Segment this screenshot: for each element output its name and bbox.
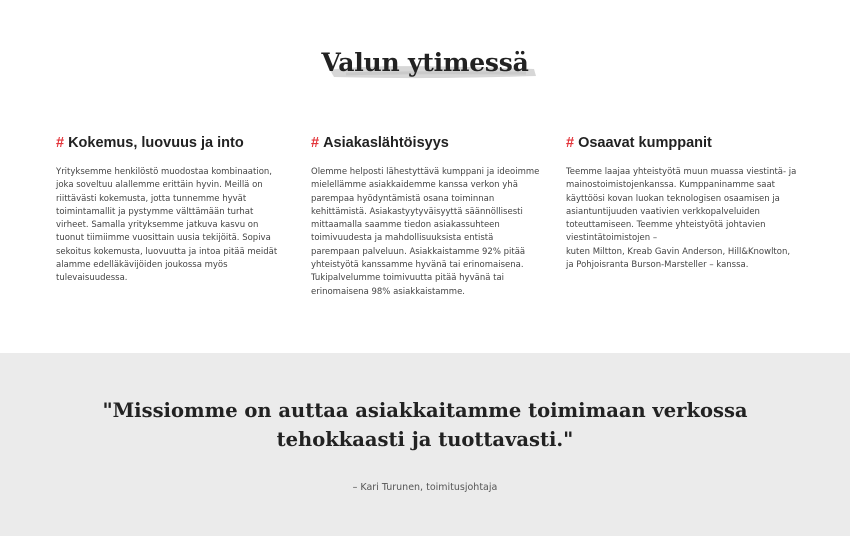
feature-column-customer-focus (311, 134, 543, 299)
feature-column-partners (566, 134, 798, 272)
feature-heading (311, 134, 543, 152)
feature-heading-label: Asiakaslähtöisyys (323, 135, 449, 151)
hero-section (0, 48, 850, 77)
hash-icon: # (311, 135, 320, 151)
feature-text: Yrityksemme henkilöstö muodostaa kombinaation, joka soveltuu alallemme erittäin hyvin. Meillä on riittävästi kokemusta, jotta tunnemme hyvät toimintamallit ja pystymme välttämään turhat virheet. Samalla yrityksemme jatkuva kasvu on tuonut tiimiimme vuosittain uusia tekijöitä. Sopiva sekoitus kokemusta, luovuutta ja intoa pitää meidät alamme edelläkävijöiden joukossa myös tulevaisuudessa. (56, 167, 278, 284)
feature-text: Teemme laajaa yhteistyötä muun muassa viestintä- ja mainostoimistojenkanssa. Kumppaninamme saat käyttöösi kovan luokan teknologisen osaamisen ja asiantuntijuuden vaativien verkkopalveluiden toteuttamiseen. Teemme yhteistyötä johtavien viestintätoimistojen – kuten Miltton, Kreab Gavin Anderson, Hill&Knowlton, ja Pohjoisranta Burson-Marsteller – kanssa. (566, 167, 797, 271)
feature-heading-label: Osaavat kumppanit (578, 135, 712, 151)
feature-heading (566, 134, 798, 152)
quote-section (0, 353, 850, 536)
hash-icon: # (56, 135, 65, 151)
feature-text: Olemme helposti lähestyttävä kumppani ja ideoimme mielellämme asiakkaidemme kanssa verkon yhä parempaa hyödyntämistä osana toiminnan kehittämistä. Asiakastyytyväisyyttä säännöllisesti mittaamalla saamme tiedon asiakassuhteen toimivuudesta ja mahdollisuuksista entistä parempaan palveluun. Asiakkaistamme 92% pitää yhteistyötä kanssamme hyvänä tai erinomaisena. Tukipalvelumme toimivuutta pitää hyvänä tai erinomaisena 98% asiakkaistamme. (311, 167, 540, 297)
hash-icon: # (566, 135, 575, 151)
mission-quote: "Missiomme on auttaa asiakkaitamme toimimaan verkossa tehokkaasti ja tuottavasti." (102, 399, 748, 451)
page-title: Valun ytimessä (321, 48, 529, 77)
feature-column-experience (56, 134, 288, 286)
feature-heading-label: Kokemus, luovuus ja into (68, 135, 244, 151)
quote-author: – Kari Turunen, toimitusjohtaja (352, 482, 498, 493)
feature-heading (56, 134, 288, 152)
